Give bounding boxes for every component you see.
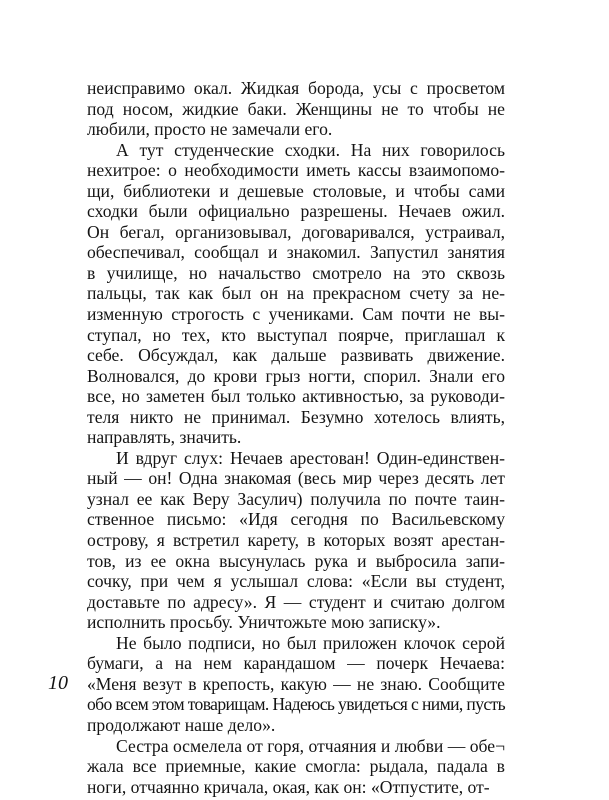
page-number: 10 xyxy=(48,672,68,694)
text-line: в училище, но начальство смотрело на это сквозь xyxy=(87,262,505,283)
text-line: щи, библиотеки и дешевые столовые, и чтобы сами xyxy=(87,180,505,201)
text-line: все, но заметен был только активностью, за руководи- xyxy=(87,386,505,407)
text-line: Сестра осмелела от горя, отчаяния и любви — обе¬ xyxy=(116,735,505,756)
paragraph xyxy=(87,633,505,736)
text-line: обо всем этом товарищам. Надеюсь увидеться с ними, пусть xyxy=(87,694,505,715)
text-line: продолжают наше дело». xyxy=(87,714,276,735)
text-line: неисправимо окал. Жидкая борода, усы с просветом xyxy=(87,78,505,98)
text-line: Не было подписи, но был приложен клочок серой xyxy=(116,632,505,653)
paragraph xyxy=(87,140,505,448)
text-line: исполнить просьбу. Уничтожьте мою записку». xyxy=(87,612,441,633)
text-line: изменную строгость с учениками. Сам почти не вы- xyxy=(87,304,505,325)
text-line: любили, просто не замечали его. xyxy=(87,119,333,140)
text-line: под носом, жидкие баки. Женщины не то чтобы не xyxy=(87,98,505,119)
paragraph xyxy=(87,736,505,798)
text-line: теля никто не принимал. Безумно хотелось влиять, xyxy=(87,406,505,427)
text-line: направлять, значить. xyxy=(87,427,242,448)
text-line: нехитрое: о необходимости иметь кассы взаимопомо- xyxy=(87,160,505,181)
text-line: обеспечивал, сообщал и знакомил. Запустил занятия xyxy=(87,242,505,263)
text-line: пальцы, так как был он на прекрасном счету за не- xyxy=(87,283,505,304)
text-line: себе. Обсуждал, как дальше развивать движение. xyxy=(87,345,505,366)
text-line: сочку, при чем я услышал слова: «Если вы студент, xyxy=(87,571,505,592)
text-line: жала все приемные, какие смогла: рыдала, падала в xyxy=(87,756,505,777)
text-line: острову, я встретил карету, в которых возят арестан- xyxy=(87,530,505,551)
body-text xyxy=(87,78,505,797)
text-line: ственное письмо: «Идя сегодня по Васильевскому xyxy=(87,509,505,530)
text-line: И вдруг слух: Нечаев арестован! Один-единствен- xyxy=(116,447,505,468)
text-line: узнал ее как Веру Засулич) получила по почте таин- xyxy=(87,488,505,509)
text-line: Волновался, до крови грыз ногти, спорил. Знали его xyxy=(87,365,505,386)
text-line: А тут студенческие сходки. На них говорилось xyxy=(116,139,505,160)
text-line: сходки были официально разрешены. Нечаев ожил. xyxy=(87,201,505,222)
text-line: ступал, но тех, кто выступал поярче, приглашал к xyxy=(87,324,505,345)
text-line: «Меня везут в крепость, какую — не знаю. Сообщите xyxy=(87,673,505,694)
paragraph xyxy=(87,448,505,633)
text-line: ный — он! Одна знакомая (весь мир через десять лет xyxy=(87,468,505,489)
text-line: ноги, отчаянно кричала, окая, как он: «Отпустите, от- xyxy=(87,776,490,797)
text-line: доставьте по адресу». Я — студент и считаю долгом xyxy=(87,591,505,612)
text-line: бумаги, а на нем карандашом — почерк Нечаева: xyxy=(87,653,505,674)
text-line: тов, из ее окна высунулась рука и выбросила запи- xyxy=(87,550,505,571)
text-line: Он бегал, организовывал, договаривался, устраивал, xyxy=(87,221,505,242)
paragraph xyxy=(87,78,505,140)
